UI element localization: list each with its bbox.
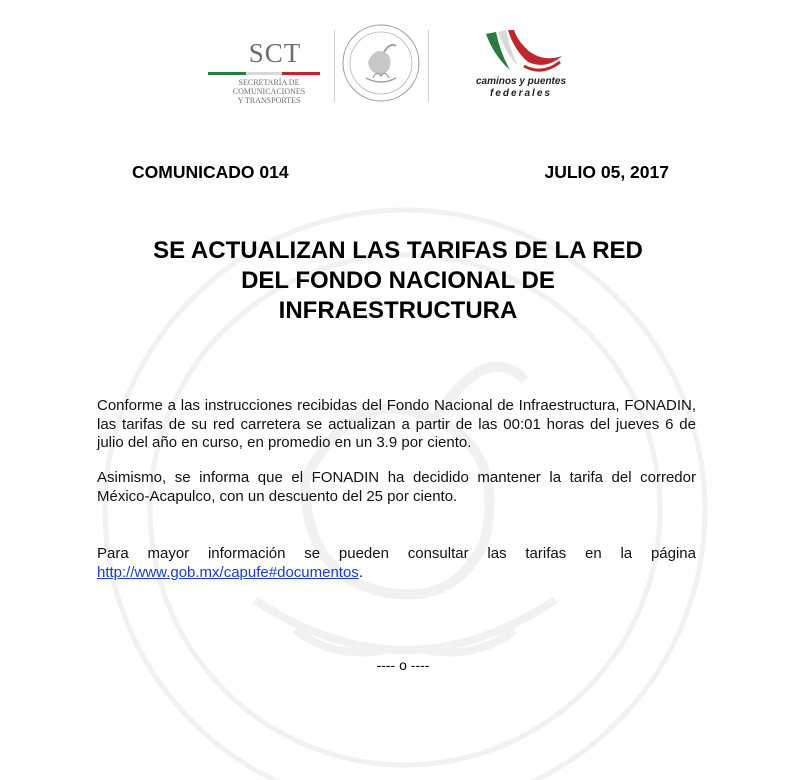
sct-title: SCT [248, 38, 302, 68]
bulletin-date: JULIO 05, 2017 [544, 162, 669, 182]
header-divider [428, 30, 429, 102]
body-paragraph: Asimismo, se informa que el FONADIN ha decidido mantener la tarifa del corredor México-Acapulco, con un descuento del 25 por ciento. [97, 469, 696, 505]
page-title [100, 236, 696, 326]
header-divider [334, 30, 335, 102]
title-line: SE ACTUALIZAN LAS TARIFAS DE LA RED [153, 237, 643, 264]
closing-mark: ---- o ---- [376, 657, 430, 673]
documents-link[interactable]: http://www.gob.mx/capufe#documentos [97, 563, 359, 581]
body-paragraph: Conforme a las instrucciones recibidas del Fondo Nacional de Infraestructura, FONADIN, las tarifas de su red carretera se actualizan a partir de las 00:01 horas del jueves 6 de julio del año en curso, en promedio en un 3.9 por ciento. [97, 397, 696, 451]
sct-subtitle: SECRETARÍA DE COMUNICACIONES Y TRANSPORTES [232, 78, 306, 105]
flag-stripe [208, 72, 320, 75]
cpf-swoosh-logo-icon [484, 26, 564, 78]
title-line: DEL FONDO NACIONAL DE [241, 267, 555, 294]
bulletin-number: COMUNICADO 014 [132, 162, 289, 182]
cpf-name: caminos y puentes [475, 76, 567, 87]
sct-logo [208, 38, 328, 105]
title-line: INFRAESTRUCTURA [278, 297, 518, 324]
eagle-seal-icon [340, 22, 422, 104]
body-paragraph: Para mayor información se pueden consultar las tarifas en la página http://www.gob.mx/capufe#documentos. [97, 545, 696, 581]
cpf-name: federales [490, 88, 552, 99]
